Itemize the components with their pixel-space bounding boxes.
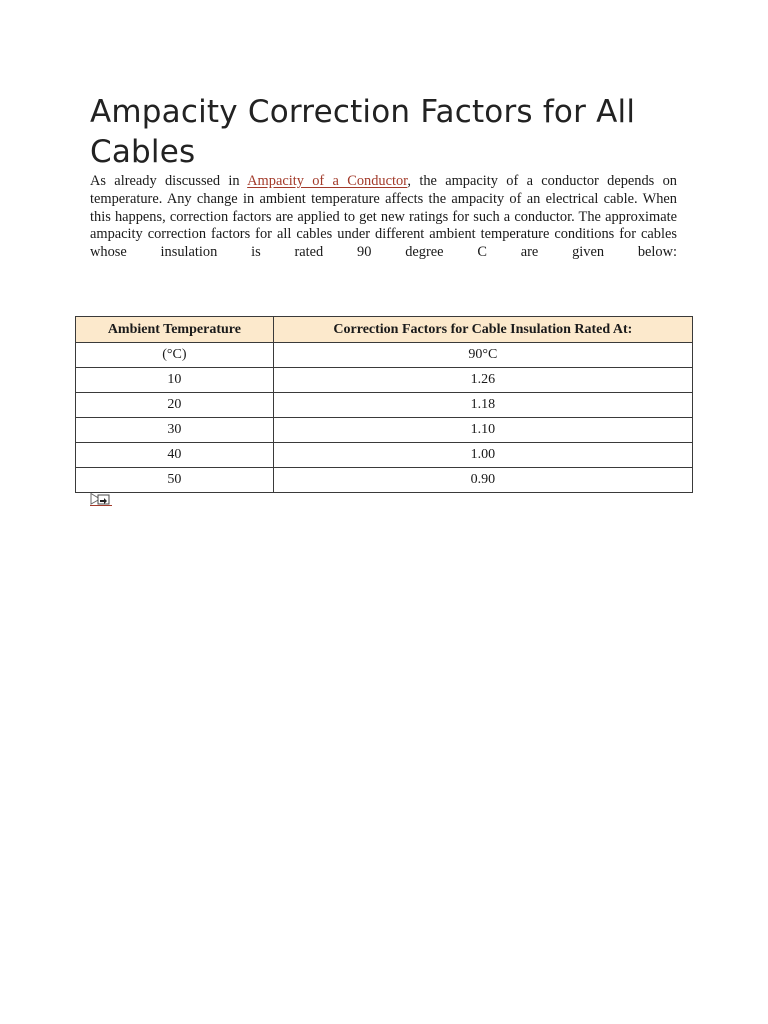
table-row	[76, 393, 693, 418]
cell-factor: 1.00	[273, 443, 692, 468]
cell-temperature: 50	[76, 468, 274, 493]
cell-temperature: 20	[76, 393, 274, 418]
cell-factor: 0.90	[273, 468, 692, 493]
table-row	[76, 368, 693, 393]
cell-temperature: (°C)	[76, 343, 274, 368]
ampacity-of-conductor-link[interactable]: Ampacity of a Conductor	[247, 173, 408, 189]
cell-factor: 1.26	[273, 368, 692, 393]
broken-image-link[interactable]	[90, 492, 112, 505]
correction-factors-table	[75, 316, 693, 493]
intro-text-before-link: As already discussed in	[90, 173, 248, 189]
broken-image-icon	[90, 492, 110, 509]
cell-temperature: 40	[76, 443, 274, 468]
header-ambient-temperature: Ambient Temperature	[76, 317, 274, 343]
header-correction-factors: Correction Factors for Cable Insulation Rated At:	[273, 317, 692, 343]
table-row	[76, 343, 693, 368]
cell-temperature: 30	[76, 418, 274, 443]
link-underline	[90, 505, 112, 506]
cell-temperature: 10	[76, 368, 274, 393]
cell-factor: 90°C	[273, 343, 692, 368]
table-header-row	[76, 317, 693, 343]
table-row	[76, 468, 693, 493]
intro-paragraph	[90, 173, 677, 262]
intro-text-after-link: , the ampacity of a conductor depends on temperature. Any change in ambient temperature affects the ampacity of an electrical cable. When this happens, correction factors are applied to get new ratings for such a conductor. The approximate ampacity correction factors for all cables under different ambient temperature conditions for cables whose insulation is rated 90 degree C are given below:	[90, 173, 677, 261]
cell-factor: 1.18	[273, 393, 692, 418]
page-title: Ampacity Correction Factors for All Cables	[90, 94, 636, 170]
cell-factor: 1.10	[273, 418, 692, 443]
table-row	[76, 418, 693, 443]
table-row	[76, 443, 693, 468]
